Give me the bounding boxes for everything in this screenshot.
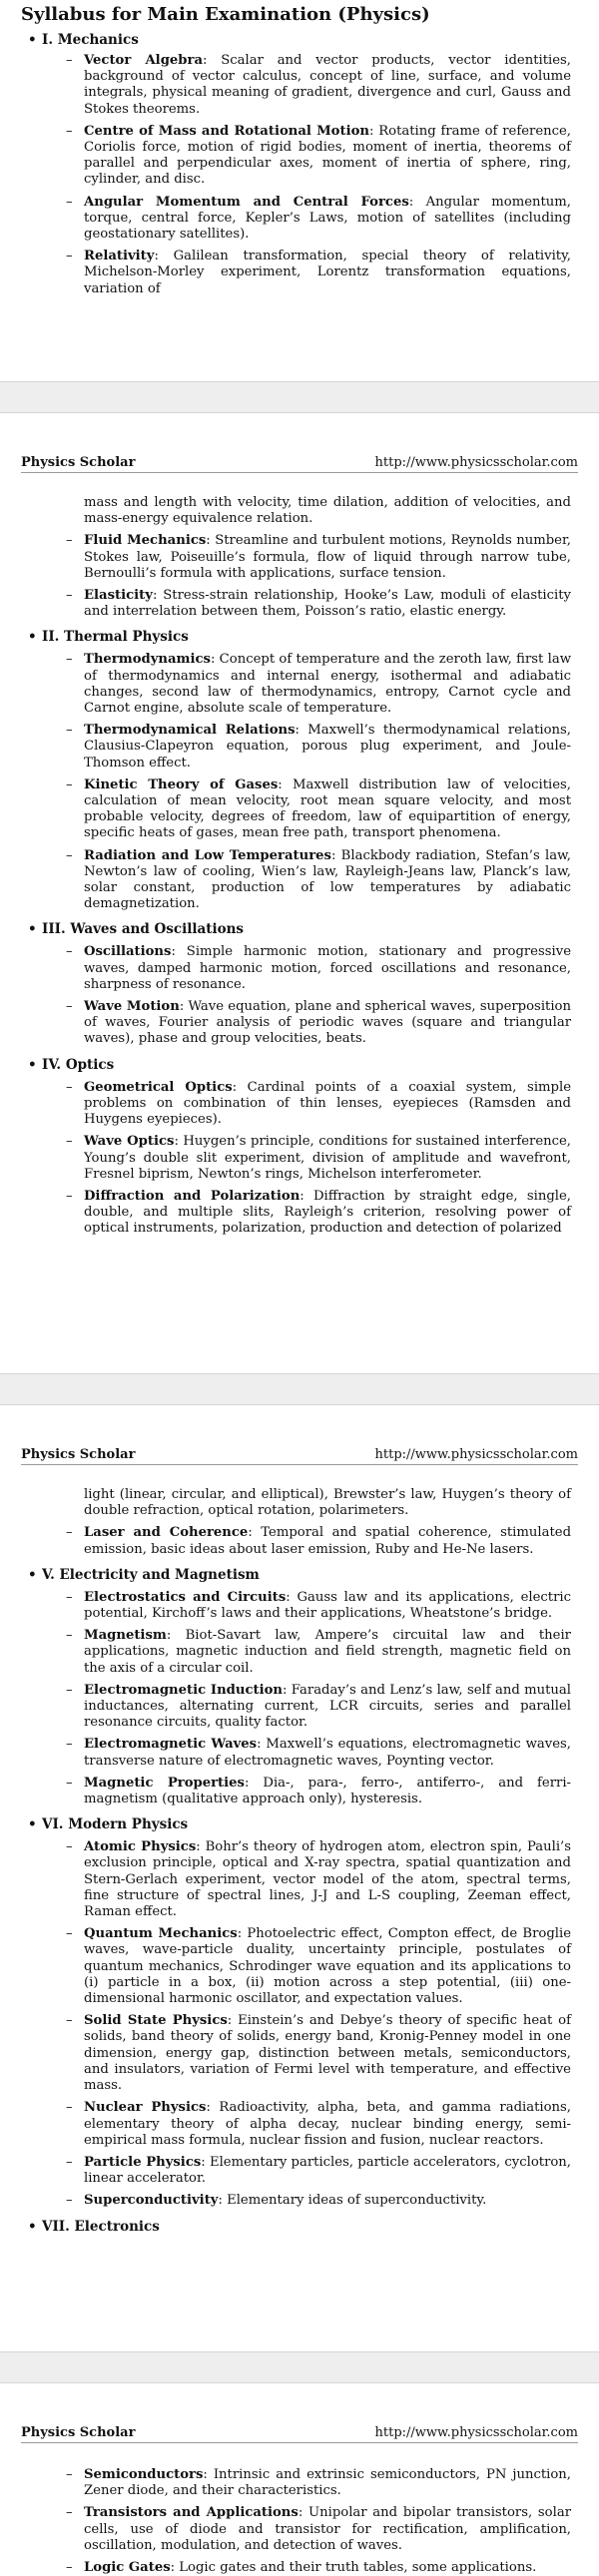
header-url: http://www.physicsscholar.com <box>374 2425 578 2440</box>
topic-elasticity: – Elasticity: Stress-strain relationship, Hooke’s Law, moduli of elasticity and interrelation between them, Poisson’s ratio, elastic energy. <box>66 588 571 620</box>
topic-geometrical-optics: – Geometrical Optics: Cardinal points of a coaxial system, simple problems on combination of thin lenses, eyepieces (Ramsden and Huygens eyepieces). <box>66 1079 572 1128</box>
topic-logic-gates: – Logic Gates: Logic gates and their truth tables, some applications. <box>66 2560 537 2576</box>
section-thermal-title: • II. Thermal Physics <box>28 629 189 646</box>
topic-atomic-physics: – Atomic Physics: Bohr’s theory of hydrogen atom, electron spin, Pauli’s exclusion principle, optical and X-ray spectra, spatial quantization and Stern-Gerlach experiment, vector model of the atom, spectral terms, fine structure of spectral lines, J-J and L-S coupling, Zeeman effect, Raman effect. <box>66 1839 571 1920</box>
page-separator <box>0 2351 599 2383</box>
topic-kinetic-theory: – Kinetic Theory of Gases: Maxwell distribution law of velocities, calculation of mean velocity, root mean square velocity, and most probable velocity, degrees of freedom, law of equipartition of energy, specific heats of gases, mean free path, transport phenomena. <box>66 776 571 841</box>
header-url: http://www.physicsscholar.com <box>374 455 578 470</box>
topic-relativity: – Relativity: Galilean transformation, special theory of relativity, Michelson-Morley experiment, Lorentz transformation equations, variation of <box>66 249 571 296</box>
topic-wave-motion: – Wave Motion: Wave equation, plane and spherical waves, superposition of waves, Fourier analysis of periodic waves (square and triangular waves), phase and group velocities, beats. <box>66 999 571 1047</box>
topic-superconductivity: – Superconductivity: Elementary ideas of superconductivity. <box>66 2193 487 2209</box>
section-optics-title: • IV. Optics <box>28 1056 115 1073</box>
header-site-name: Physics Scholar <box>21 1447 136 1462</box>
topic-angular-momentum: – Angular Momentum and Central Forces: Angular momentum, torque, central force, Kepler’s Laws, motion of satellites (including geostationary satellites). <box>66 194 571 243</box>
section-electronics-title: • VII. Electronics <box>28 2218 160 2235</box>
topic-wave-optics: – Wave Optics: Huygen’s principle, conditions for sustained interference, Young’s double slit experiment, division of amplitude and wavefront, Fresnel biprism, Newton’s rings, Michelson interferometer. <box>66 1134 571 1182</box>
topic-semiconductors: – Semiconductors: Intrinsic and extrinsic semiconductors, PN junction, Zener diode, and their characteristics. <box>66 2467 571 2499</box>
topic-magnetic-properties: – Magnetic Properties: Dia-, para-, ferro-, antiferro-, and ferri-magnetism (qualitative approach only), hysteresis. <box>66 1775 571 1807</box>
topic-nuclear-physics: – Nuclear Physics: Radioactivity, alpha, beta, and gamma radiations, elementary theory of alpha decay, nuclear binding energy, semi-empirical mass formula, nuclear fission and fusion, nuclear reactors. <box>66 2100 571 2148</box>
running-header <box>21 413 578 473</box>
topic-solid-state: – Solid State Physics: Einstein’s and Debye’s theory of specific heat of solids, band theory of solids, energy band, Kronig-Penney model in one dimension, energy gap, distinction between metals, semiconductors, and insulators, variation of Fermi level with temperature, and effective mass. <box>66 2013 571 2094</box>
page-2 <box>0 413 599 1373</box>
page-separator <box>0 381 599 413</box>
topic-fluid-mechanics: – Fluid Mechanics: Streamline and turbulent motions, Reynolds number, Stokes law, Poiseuille’s formula, flow of liquid through narrow tube, Bernoulli’s formula with applications, surface tension. <box>66 533 571 581</box>
section-electricity-title: • V. Electricity and Magnetism <box>28 1566 260 1583</box>
topic-centre-of-mass: – Centre of Mass and Rotational Motion: Rotating frame of reference, Coriolis force, motion of rigid bodies, moment of inertia, theorems of parallel and perpendicular axes, moment of inertia of sphere, ring, cylinder, and disc. <box>66 123 571 188</box>
header-url: http://www.physicsscholar.com <box>374 1447 578 1462</box>
running-header <box>21 2383 578 2443</box>
topic-transistors: – Transistors and Applications: Unipolar and bipolar transistors, solar cells, use of diode and transistor for rectification, amplification, oscillation, modulation, and detection of waves. <box>66 2505 571 2553</box>
topic-thermodynamics: – Thermodynamics: Concept of temperature and the zeroth law, first law of thermodynamics and internal energy, isothermal and adiabatic changes, second law of thermodynamics, entropy, Carnot cycle and Carnot engine, absolute scale of temperature. <box>66 652 571 717</box>
page-1 <box>0 0 599 381</box>
topic-particle-physics: – Particle Physics: Elementary particles, particle accelerators, cyclotron, linear accelerator. <box>66 2154 571 2187</box>
document-title: Syllabus for Main Examination (Physics) <box>21 4 430 25</box>
section-modern-title: • VI. Modern Physics <box>28 1816 189 1833</box>
topic-radiation: – Radiation and Low Temperatures: Blackbody radiation, Stefan’s law, Newton’s law of cooling, Wien’s law, Rayleigh-Jeans law, Planck’s law, solar constant, production of low temperatures by adiabatic demagnetization. <box>66 847 571 912</box>
topic-quantum-mechanics: – Quantum Mechanics: Photoelectric effect, Compton effect, de Broglie waves, wave-particle duality, uncertainty principle, postulates of quantum mechanics, Schrodinger wave equation and its applications to (i) particle in a box, (ii) motion across a step potential, (iii) one-dimensional harmonic oscillator, and expectation values. <box>66 1926 572 2007</box>
running-header <box>21 1405 578 1465</box>
section-mechanics-title: • I. Mechanics <box>28 32 139 48</box>
topic-thermodynamical-relations: – Thermodynamical Relations: Maxwell’s thermodynamical relations, Clausius-Clapeyron equation, porous plug experiment, and Joule-Thomson effect. <box>66 723 571 771</box>
diffraction-continued: light (linear, circular, and elliptical), Brewster’s law, Huygen’s theory of double refraction, optical rotation, polarimeters. <box>84 1487 571 1519</box>
topic-electrostatics: – Electrostatics and Circuits: Gauss law and its applications, electric potential, Kirchoff’s laws and their applications, Wheatstone’s bridge. <box>66 1589 571 1622</box>
topic-vector-algebra: – Vector Algebra: Scalar and vector products, vector identities, background of vector calculus, concept of line, surface, and volume integrals, physical meaning of gradient, divergence and curl, Gauss and Stokes theorems. <box>66 53 571 117</box>
topic-diffraction: – Diffraction and Polarization: Diffraction by straight edge, single, double, and multiple slits, Rayleigh’s criterion, resolving power of optical instruments, polarization, production and detection of polarized <box>66 1188 571 1237</box>
page-separator <box>0 1373 599 1405</box>
section-waves-title: • III. Waves and Oscillations <box>28 921 245 938</box>
topic-electromagnetic-waves: – Electromagnetic Waves: Maxwell’s equations, electromagnetic waves, transverse nature of electromagnetic waves, Poynting vector. <box>66 1737 571 1769</box>
topic-electromagnetic-induction: – Electromagnetic Induction: Faraday’s and Lenz’s law, self and mutual inductances, alternating current, LCR circuits, series and parallel resonance circuits, quality factor. <box>66 1682 571 1731</box>
topic-magnetism: – Magnetism: Biot-Savart law, Ampere’s circuital law and their applications, magnetic induction and field strength, magnetic field on the axis of a circular coil. <box>66 1628 571 1676</box>
header-site-name: Physics Scholar <box>21 455 136 470</box>
relativity-continued: mass and length with velocity, time dilation, addition of velocities, and mass-energy equivalence relation. <box>84 495 571 527</box>
header-site-name: Physics Scholar <box>21 2425 136 2440</box>
page-3 <box>0 1405 599 2351</box>
page-4 <box>0 2383 599 2576</box>
topic-oscillations: – Oscillations: Simple harmonic motion, stationary and progressive waves, damped harmonic motion, forced oscillations and resonance, sharpness of resonance. <box>66 944 571 992</box>
topic-laser-coherence: – Laser and Coherence: Temporal and spatial coherence, stimulated emission, basic ideas about laser emission, Ruby and He-Ne lasers. <box>66 1525 572 1557</box>
